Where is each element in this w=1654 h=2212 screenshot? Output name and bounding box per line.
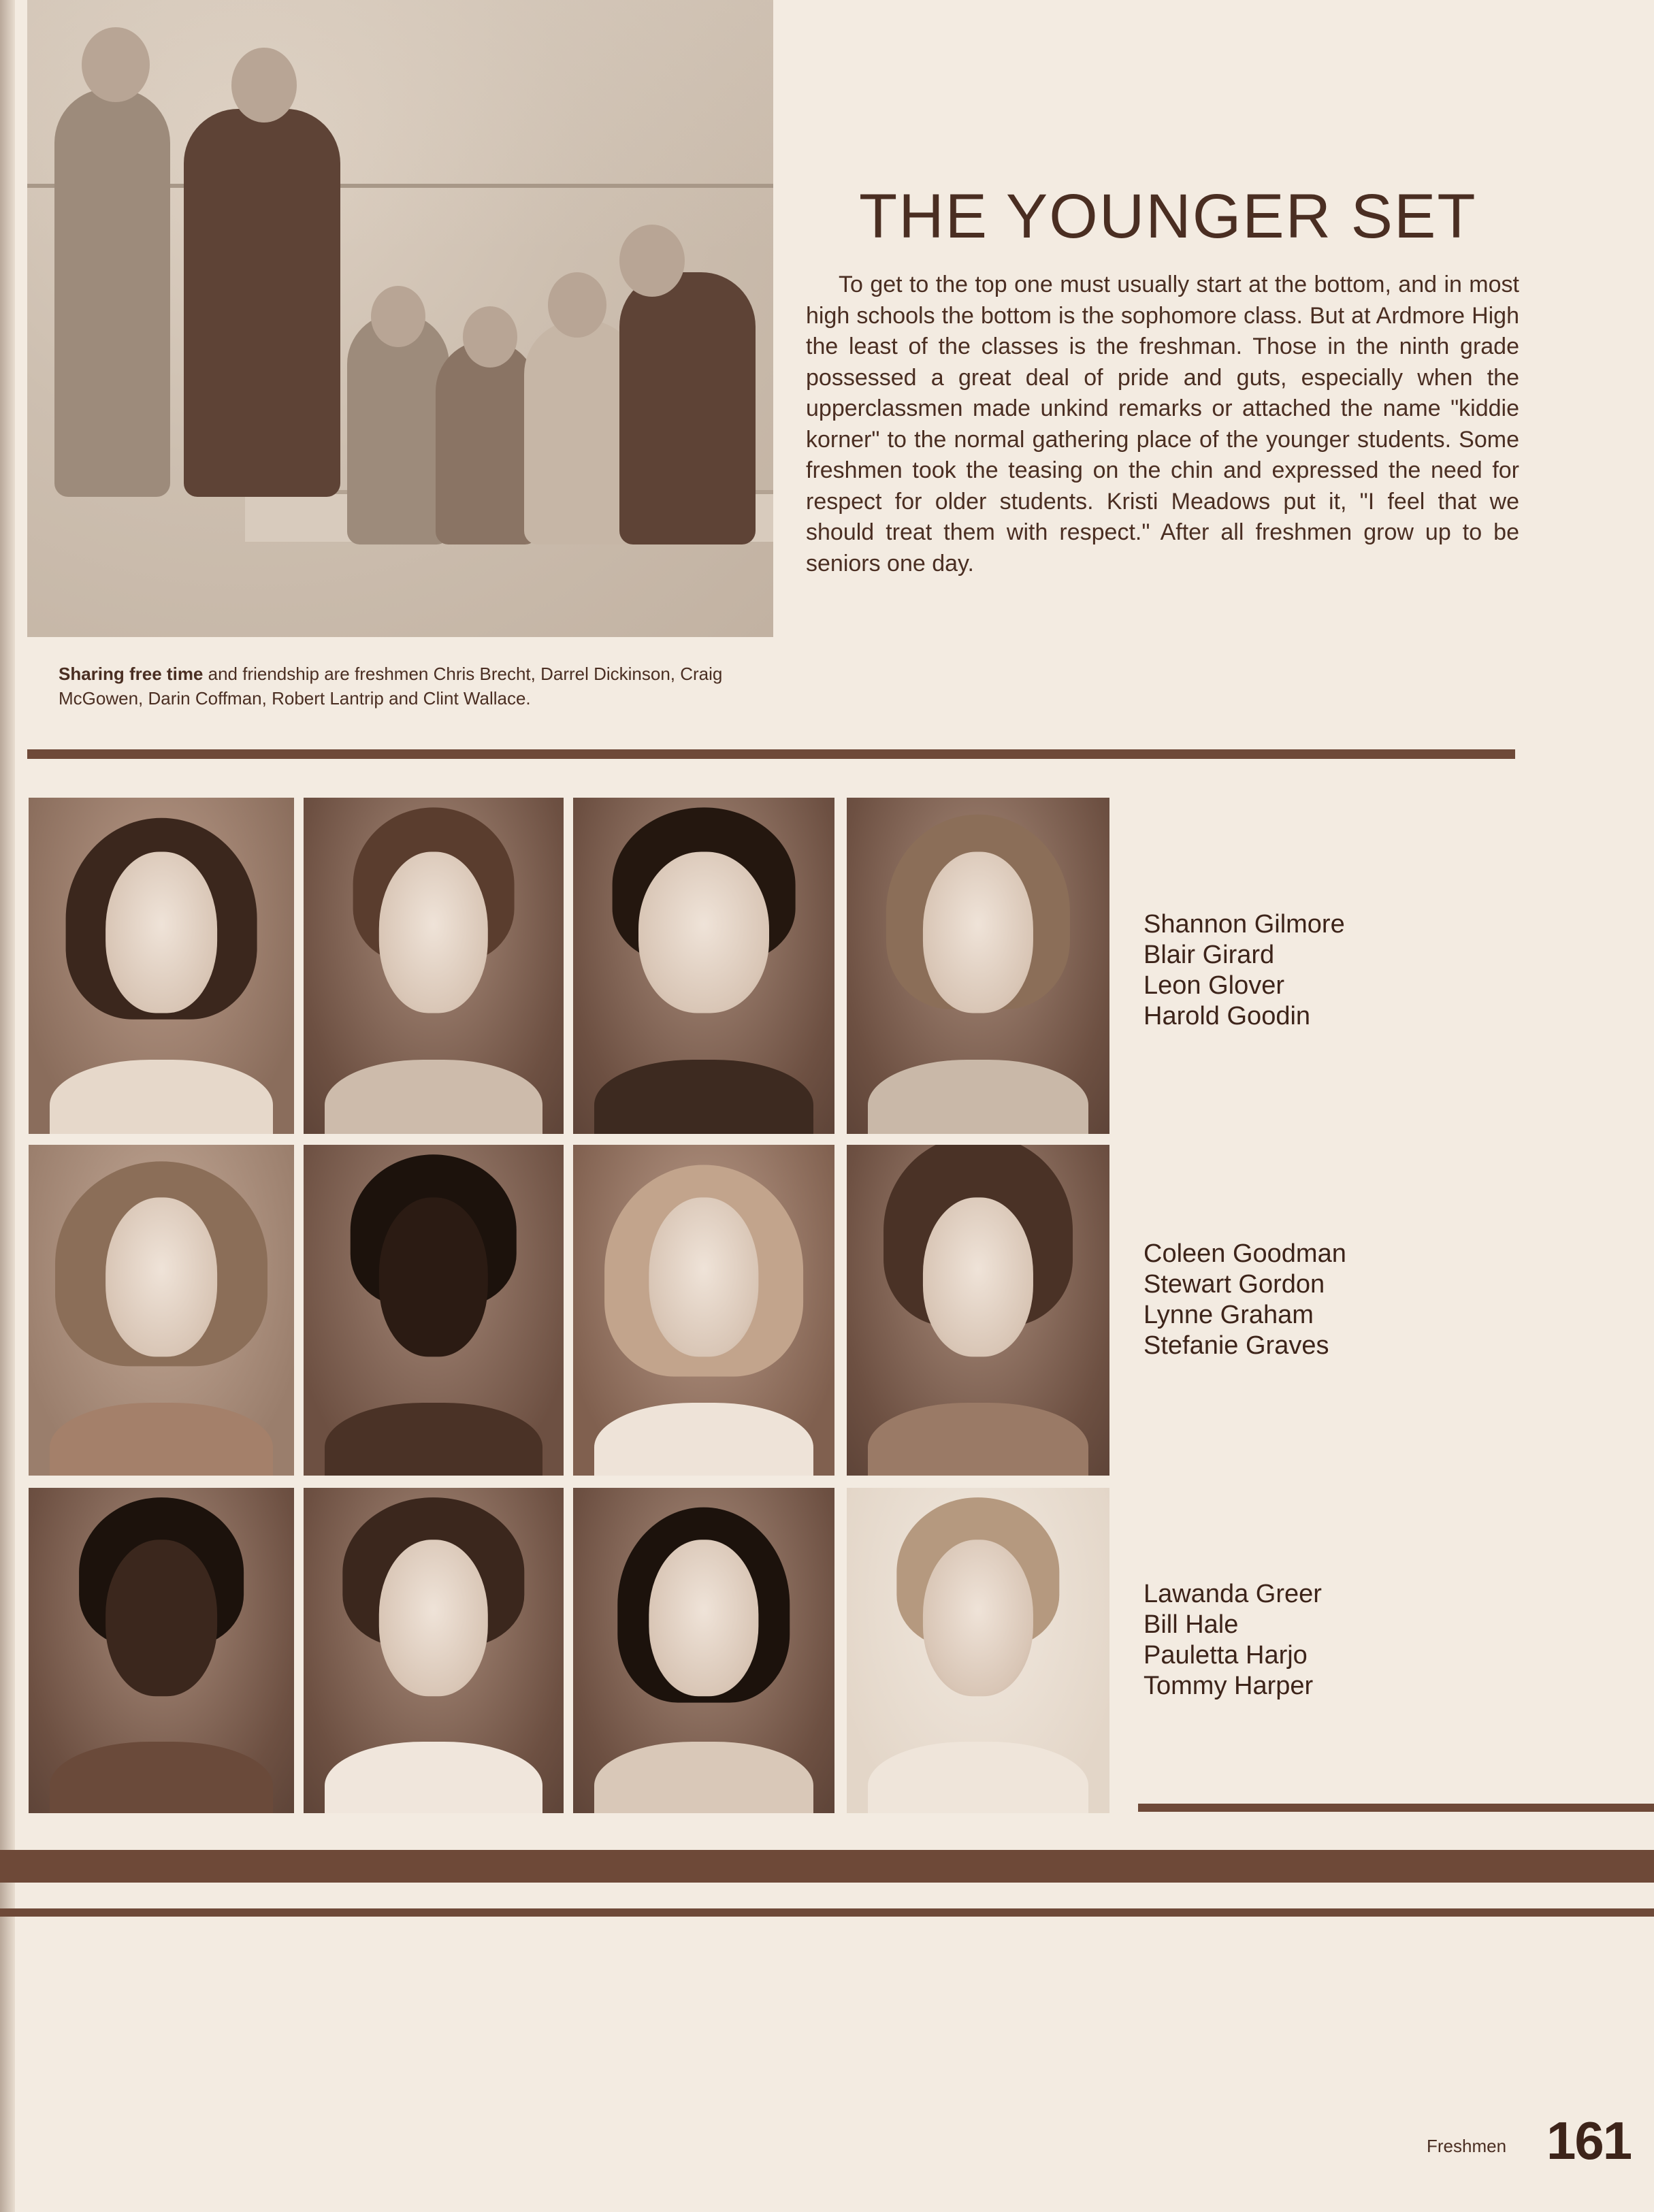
student-name: Stewart Gordon — [1144, 1270, 1325, 1299]
portrait-photo — [304, 1488, 564, 1813]
photo-caption-text: and friendship are freshmen Chris Brecht, Darrel Dickinson, Craig McGowen, Darin Coffman, Robert Lantrip and Clint Wallace. — [59, 664, 723, 709]
photo-figure — [436, 340, 538, 544]
name-list-row-3 — [1144, 1579, 1322, 1702]
student-name: Stefanie Graves — [1144, 1331, 1329, 1360]
student-name: Coleen Goodman — [1144, 1239, 1346, 1268]
group-photo — [27, 0, 773, 637]
student-name: Pauletta Harjo — [1144, 1641, 1308, 1670]
photo-head — [231, 48, 297, 123]
portrait-photo — [573, 1488, 834, 1813]
divider-rule — [0, 1850, 1654, 1883]
portrait-photo — [847, 1488, 1109, 1813]
photo-figure — [619, 272, 756, 544]
portrait-photo — [29, 1145, 294, 1476]
divider-rule — [1138, 1804, 1654, 1812]
student-name: Lawanda Greer — [1144, 1580, 1322, 1608]
portrait-photo — [573, 798, 834, 1134]
portrait-photo — [29, 798, 294, 1134]
portrait-photo — [847, 1145, 1109, 1476]
photo-head — [463, 306, 517, 368]
photo-figure — [184, 109, 340, 497]
name-list-row-1 — [1144, 909, 1345, 1032]
photo-caption-lead: Sharing free time — [59, 664, 204, 684]
portrait-photo — [847, 798, 1109, 1134]
article-body: To get to the top one must usually start at the bottom, and in most high schools the bottom is the sophomore class. But at Ardmore High the least of the classes is the freshman. Those in the ninth grade possessed a great deal of pride and guts, especially when the upperclassmen made unkind remarks or attached the name "kiddie korner" to the normal gathering place of the younger students. Some freshmen took the teasing on the chin and expressed the need for respect for older students. Kristi Meadows put it, "I feel that we should treat them with respect." After all freshmen grow up to be seniors one day. — [806, 272, 1519, 576]
student-name: Lynne Graham — [1144, 1301, 1314, 1329]
portrait-photo — [304, 798, 564, 1134]
photo-figure — [54, 88, 170, 497]
photo-head — [371, 286, 425, 347]
student-name: Leon Glover — [1144, 971, 1285, 1000]
article-headline: THE YOUNGER SET — [859, 182, 1477, 251]
name-list-row-2 — [1144, 1239, 1346, 1361]
student-name: Blair Girard — [1144, 941, 1275, 969]
photo-head — [619, 225, 685, 297]
student-name: Harold Goodin — [1144, 1002, 1311, 1030]
portrait-photo — [29, 1488, 294, 1813]
page-number: 161 — [1546, 2111, 1632, 2170]
section-label: Freshmen — [1427, 2136, 1507, 2156]
student-name: Shannon Gilmore — [1144, 910, 1345, 939]
divider-rule — [27, 749, 1515, 759]
photo-figure — [347, 313, 449, 544]
divider-rule — [0, 1908, 1654, 1917]
photo-head — [82, 27, 150, 102]
photo-caption — [59, 662, 780, 711]
portrait-photo — [573, 1145, 834, 1476]
portrait-photo — [304, 1145, 564, 1476]
photo-head — [548, 272, 606, 338]
student-name: Tommy Harper — [1144, 1672, 1314, 1700]
student-name: Bill Hale — [1144, 1610, 1239, 1639]
